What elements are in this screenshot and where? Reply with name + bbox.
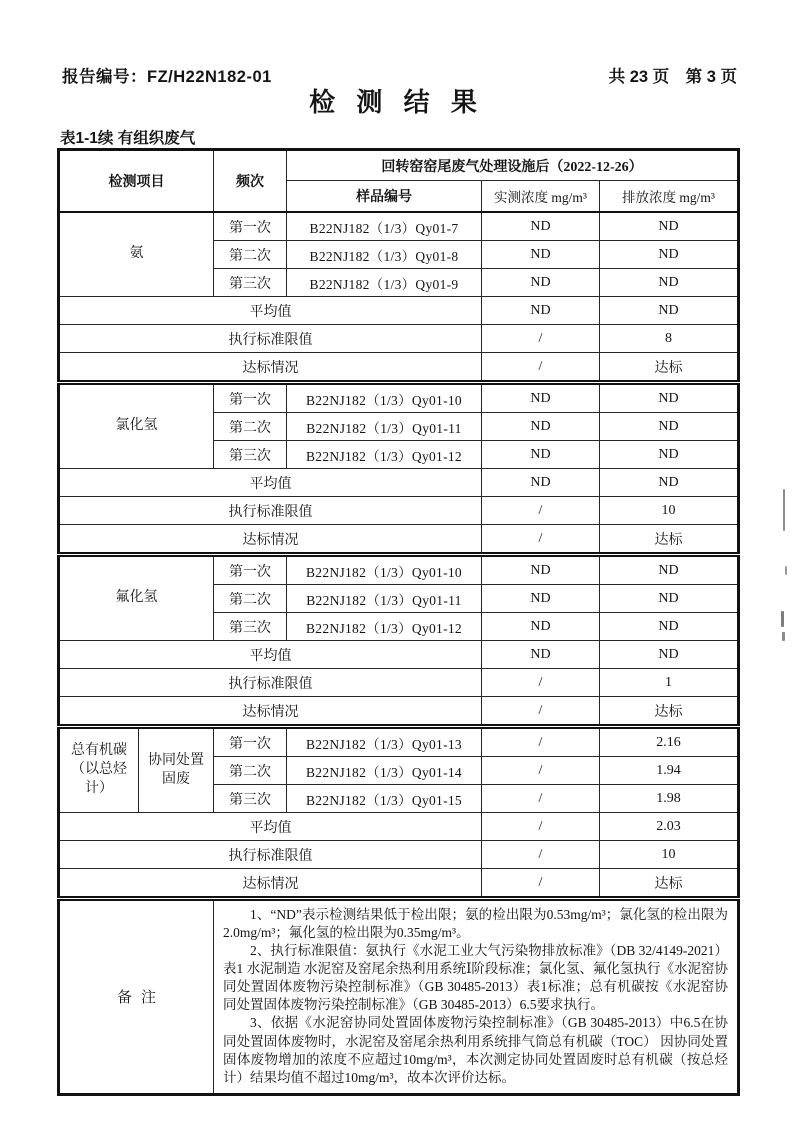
row-label-compliance: 达标情况 bbox=[59, 353, 482, 383]
col-header-sample-no: 样品编号 bbox=[287, 181, 482, 213]
frequency-cell: 第一次 bbox=[214, 555, 287, 585]
emission-cell: 2.03 bbox=[600, 813, 739, 841]
table-row bbox=[59, 555, 739, 585]
remarks-row bbox=[59, 899, 739, 1095]
measured-cell: / bbox=[482, 785, 600, 813]
sample-no-cell: B22NJ182（1/3）Qy01-11 bbox=[287, 585, 482, 613]
measured-cell: ND bbox=[482, 441, 600, 469]
sample-no-cell: B22NJ182（1/3）Qy01-12 bbox=[287, 441, 482, 469]
remarks-label: 备注 bbox=[59, 899, 214, 1095]
sample-no-cell: B22NJ182（1/3）Qy01-11 bbox=[287, 413, 482, 441]
emission-cell: 10 bbox=[600, 497, 739, 525]
emission-cell: 达标 bbox=[600, 697, 739, 727]
emission-cell: 1 bbox=[600, 669, 739, 697]
measured-cell: / bbox=[482, 497, 600, 525]
emission-cell: ND bbox=[600, 269, 739, 297]
sample-no-cell: B22NJ182（1/3）Qy01-10 bbox=[287, 555, 482, 585]
limit-row bbox=[59, 669, 739, 697]
col-header-frequency: 频次 bbox=[214, 150, 287, 213]
measured-cell: ND bbox=[482, 613, 600, 641]
emission-cell: ND bbox=[600, 413, 739, 441]
scan-artifact bbox=[783, 489, 785, 531]
sample-no-cell: B22NJ182（1/3）Qy01-15 bbox=[287, 785, 482, 813]
sample-no-cell: B22NJ182（1/3）Qy01-10 bbox=[287, 383, 482, 413]
emission-cell: 达标 bbox=[600, 525, 739, 555]
emission-cell: 达标 bbox=[600, 869, 739, 899]
item-subname-codisposal: 协同处置固废 bbox=[139, 727, 214, 813]
emission-cell: ND bbox=[600, 555, 739, 585]
sample-no-cell: B22NJ182（1/3）Qy01-9 bbox=[287, 269, 482, 297]
sample-no-cell: B22NJ182（1/3）Qy01-7 bbox=[287, 212, 482, 241]
measured-cell: / bbox=[482, 525, 600, 555]
emission-cell: ND bbox=[600, 441, 739, 469]
compliance-row bbox=[59, 697, 739, 727]
measured-cell: ND bbox=[482, 383, 600, 413]
col-header-emission: 排放浓度 mg/m³ bbox=[600, 181, 739, 213]
emission-cell: 10 bbox=[600, 841, 739, 869]
frequency-cell: 第二次 bbox=[214, 585, 287, 613]
scan-artifact bbox=[781, 611, 784, 627]
frequency-cell: 第一次 bbox=[214, 383, 287, 413]
compliance-row bbox=[59, 525, 739, 555]
frequency-cell: 第三次 bbox=[214, 269, 287, 297]
sample-no-cell: B22NJ182（1/3）Qy01-8 bbox=[287, 241, 482, 269]
measured-cell: ND bbox=[482, 641, 600, 669]
col-header-facility-group: 回转窑窑尾废气处理设施后（2022-12-26） bbox=[287, 150, 739, 181]
average-row bbox=[59, 813, 739, 841]
item-name-hcl: 氯化氢 bbox=[59, 383, 214, 469]
remarks-paragraph-2: 2、执行标准限值：氨执行《水泥工业大气污染物排放标准》（DB 32/4149-2021）表1 水泥制造 水泥窑及窑尾余热利用系统Ⅰ阶段标准；氯化氢、氟化氢执行《水泥窑协同处置固体废物污染控制标准》（GB 30485-2013）表1标准；总有机碳按《水泥窑协同处置固体废物污染控制标准》（GB 30485-2013）6.5要求执行。 bbox=[223, 943, 728, 1013]
col-header-measured: 实测浓度 mg/m³ bbox=[482, 181, 600, 213]
compliance-row bbox=[59, 869, 739, 899]
measured-cell: ND bbox=[482, 469, 600, 497]
measured-cell: / bbox=[482, 869, 600, 899]
emission-cell: ND bbox=[600, 585, 739, 613]
sample-no-cell: B22NJ182（1/3）Qy01-14 bbox=[287, 757, 482, 785]
item-name-toc: 总有机碳（以总烃计） bbox=[59, 727, 139, 813]
frequency-cell: 第三次 bbox=[214, 785, 287, 813]
measured-cell: / bbox=[482, 325, 600, 353]
emission-cell: ND bbox=[600, 383, 739, 413]
row-label-average: 平均值 bbox=[59, 469, 482, 497]
measured-cell: ND bbox=[482, 413, 600, 441]
measured-cell: / bbox=[482, 757, 600, 785]
item-name-hf: 氟化氢 bbox=[59, 555, 214, 641]
results-table bbox=[57, 148, 740, 1096]
row-label-average: 平均值 bbox=[59, 297, 482, 325]
measured-cell: ND bbox=[482, 269, 600, 297]
emission-cell: 1.94 bbox=[600, 757, 739, 785]
row-label-compliance: 达标情况 bbox=[59, 869, 482, 899]
measured-cell: / bbox=[482, 841, 600, 869]
remarks-body bbox=[214, 899, 739, 1095]
emission-cell: ND bbox=[600, 613, 739, 641]
frequency-cell: 第三次 bbox=[214, 441, 287, 469]
emission-cell: ND bbox=[600, 469, 739, 497]
measured-cell: / bbox=[482, 353, 600, 383]
emission-cell: 2.16 bbox=[600, 727, 739, 757]
frequency-cell: 第二次 bbox=[214, 757, 287, 785]
row-label-limit: 执行标准限值 bbox=[59, 841, 482, 869]
emission-cell: 8 bbox=[600, 325, 739, 353]
measured-cell: ND bbox=[482, 241, 600, 269]
limit-row bbox=[59, 325, 739, 353]
average-row bbox=[59, 641, 739, 669]
row-label-average: 平均值 bbox=[59, 813, 482, 841]
frequency-cell: 第一次 bbox=[214, 727, 287, 757]
scan-artifact bbox=[782, 632, 785, 641]
scan-artifact bbox=[785, 566, 787, 575]
emission-cell: 1.98 bbox=[600, 785, 739, 813]
average-row bbox=[59, 297, 739, 325]
emission-cell: ND bbox=[600, 641, 739, 669]
remarks-paragraph-1: 1、“ND”表示检测结果低于检出限；氨的检出限为0.53mg/m³；氯化氢的检出限为2.0mg/m³；氟化氢的检出限为0.35mg/m³。 bbox=[223, 907, 728, 941]
report-number: 报告编号：FZ/H22N182-01 bbox=[62, 68, 272, 86]
frequency-cell: 第二次 bbox=[214, 241, 287, 269]
row-label-limit: 执行标准限值 bbox=[59, 325, 482, 353]
limit-row bbox=[59, 497, 739, 525]
row-label-compliance: 达标情况 bbox=[59, 525, 482, 555]
table-row bbox=[59, 727, 739, 757]
emission-cell: ND bbox=[600, 297, 739, 325]
measured-cell: / bbox=[482, 669, 600, 697]
measured-cell: / bbox=[482, 697, 600, 727]
remarks-paragraph-3: 3、依据《水泥窑协同处置固体废物污染控制标准》（GB 30485-2013）中6.5在协同处置固体废物时，水泥窑及窑尾余热利用系统排气筒总有机碳（TOC） 因协同处置固体废物增加的浓度不应超过10mg/m³，本次测定协同处置固废时总有机碳（按总烃计）结果均值不超过10mg/m³，故本次评价达标。 bbox=[223, 1015, 728, 1085]
page-number-info: 共 23 页 第 3 页 bbox=[608, 68, 737, 86]
measured-cell: ND bbox=[482, 297, 600, 325]
frequency-cell: 第三次 bbox=[214, 613, 287, 641]
row-label-limit: 执行标准限值 bbox=[59, 669, 482, 697]
table-row bbox=[59, 383, 739, 413]
measured-cell: ND bbox=[482, 585, 600, 613]
page-title: 检 测 结 果 bbox=[309, 87, 484, 117]
col-header-item: 检测项目 bbox=[59, 150, 214, 213]
average-row bbox=[59, 469, 739, 497]
measured-cell: / bbox=[482, 813, 600, 841]
measured-cell: ND bbox=[482, 555, 600, 585]
table-row bbox=[59, 212, 739, 241]
limit-row bbox=[59, 841, 739, 869]
compliance-row bbox=[59, 353, 739, 383]
table-caption: 表1-1续 有组织废气 bbox=[60, 130, 196, 147]
sample-no-cell: B22NJ182（1/3）Qy01-13 bbox=[287, 727, 482, 757]
item-name-ammonia: 氨 bbox=[59, 212, 214, 297]
row-label-compliance: 达标情况 bbox=[59, 697, 482, 727]
measured-cell: ND bbox=[482, 212, 600, 241]
sample-no-cell: B22NJ182（1/3）Qy01-12 bbox=[287, 613, 482, 641]
emission-cell: 达标 bbox=[600, 353, 739, 383]
frequency-cell: 第二次 bbox=[214, 413, 287, 441]
row-label-average: 平均值 bbox=[59, 641, 482, 669]
row-label-limit: 执行标准限值 bbox=[59, 497, 482, 525]
emission-cell: ND bbox=[600, 241, 739, 269]
frequency-cell: 第一次 bbox=[214, 212, 287, 241]
measured-cell: / bbox=[482, 727, 600, 757]
emission-cell: ND bbox=[600, 212, 739, 241]
